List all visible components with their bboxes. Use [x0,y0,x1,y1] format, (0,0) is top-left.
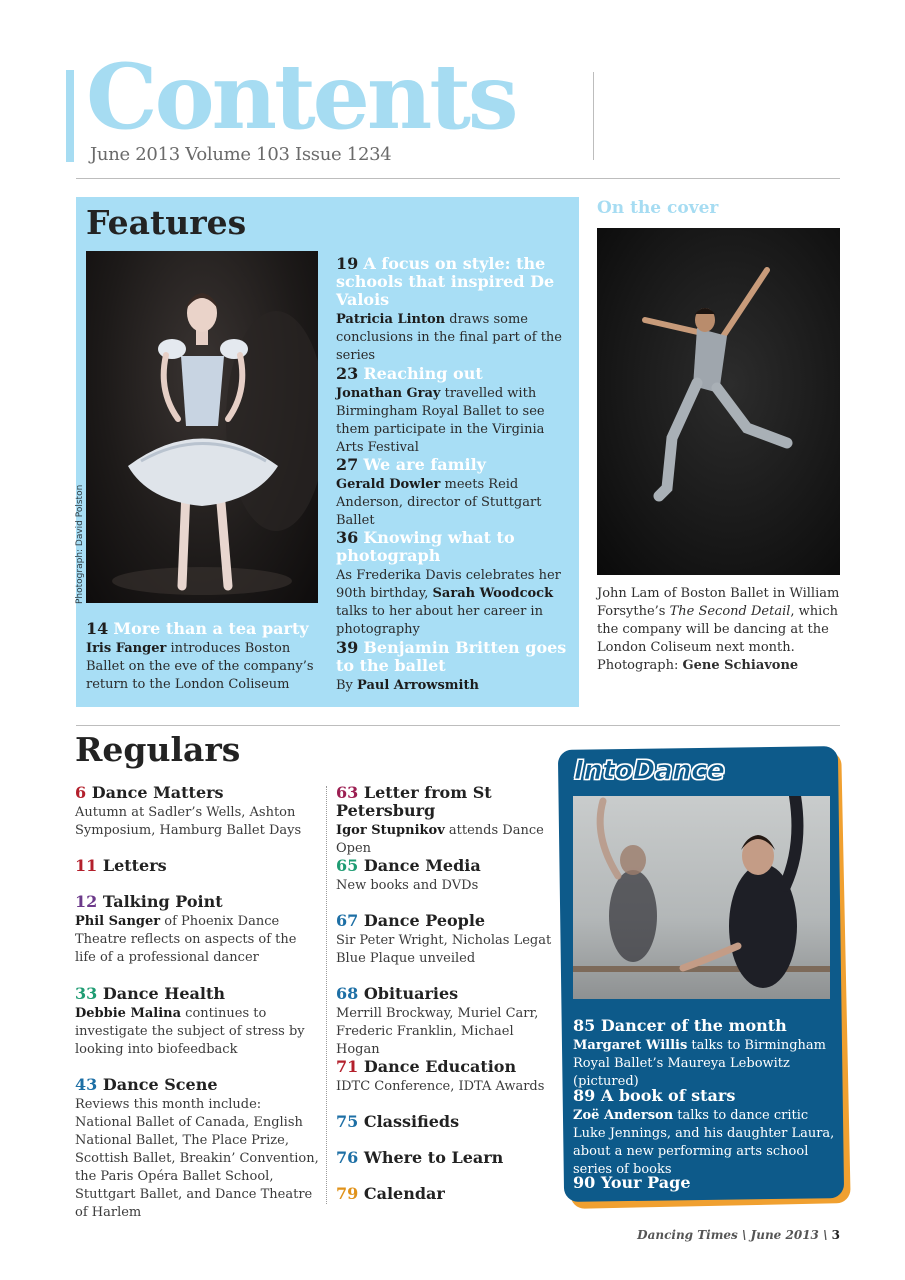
feature-page-number: 36 [336,528,359,547]
regular-page-number: 12 [75,892,98,911]
feature-author: Sarah Woodcock [432,586,554,601]
regulars-heading: Regulars [75,730,241,769]
into-dance-logo: IntoDance [574,755,725,786]
regulars-column-divider [326,786,327,1204]
regular-description: IDTC Conference, IDTA Awards [336,1079,545,1094]
regular-title: Letters [102,856,167,875]
regular-item [75,985,320,1059]
feature-title: A focus on style: the schools that inspired De Valois [336,254,555,309]
feature-item [336,365,572,457]
feature-description: talks to her about her career in photography [336,604,543,637]
regular-title: Where to Learn [363,1148,504,1167]
regular-page-number: 67 [336,911,359,930]
cover-caption-text: John Lam of Boston Ballet in William Forsythe’s [597,586,840,619]
regular-title: Talking Point [102,892,223,911]
feature-author: Patricia Linton [336,312,446,327]
regular-description: Sir Peter Wright, Nicholas Legat Blue Plaque unveiled [336,933,552,966]
feature-item [86,620,326,694]
regular-item [336,784,554,858]
into-dance-description: talks to dance critic Luke Jennings, and his daughter Laura, about a new performing arts school series of books [573,1108,835,1177]
regular-description: New books and DVDs [336,878,479,893]
regular-page-number: 43 [75,1075,98,1094]
dancers-at-barre-illustration [573,796,830,999]
regular-item [336,1113,554,1133]
regular-title: Dance Health [102,984,225,1003]
into-dance-description: talks to Birmingham Royal Ballet’s Maureya Lebowitz (pictured) [573,1038,826,1089]
middle-rule [76,725,840,726]
feature-author: Gerald Dowler [336,477,441,492]
regular-description: of Phoenix Dance Theatre reflects on aspects of the life of a professional dancer [75,914,297,965]
regular-page-number: 75 [336,1112,359,1131]
dancer-illustration [597,228,840,575]
feature-page-number: 19 [336,254,359,273]
regular-item [75,857,320,877]
into-dance-author: Zoë Anderson [573,1108,674,1123]
cover-caption-work: The Second Detail [669,604,791,619]
feature-description: travelled with Birmingham Royal Ballet to see them participate in the Virginia Arts Festival [336,386,545,455]
photo-credit: Photograph: David Polston [75,484,85,604]
feature-description: introduces Boston Ballet on the eve of the company’s return to the London Coliseum [86,641,314,692]
issue-line: June 2013 Volume 103 Issue 1234 [90,144,392,165]
into-dance-page-number: 90 [573,1173,596,1192]
regular-author: Phil Sanger [75,914,161,929]
regular-author: Debbie Malina [75,1006,182,1021]
into-dance-item [573,1174,835,1194]
feature-title: Reaching out [363,364,483,383]
page-footer [637,1228,840,1242]
regular-page-number: 71 [336,1057,359,1076]
regular-description: Autumn at Sadler’s Wells, Ashton Symposium, Hamburg Ballet Days [75,805,302,838]
masthead-divider [593,72,594,160]
into-dance-page-number: 85 [573,1016,596,1035]
feature-description: meets Reid Anderson, director of Stuttgart Ballet [336,477,542,528]
into-dance-item [573,1087,835,1179]
feature-intro: As Frederika Davis celebrates her 90th birthday, [336,568,561,601]
regular-item [75,893,320,967]
feature-page-number: 14 [86,619,109,638]
ballerina-photo [86,251,318,603]
cover-caption-text: , which the company will be dancing at the London Coliseum next month. Photograph: [597,604,838,673]
feature-title: Knowing what to photograph [336,528,515,565]
feature-item [336,255,572,365]
feature-item [336,529,572,639]
top-rule [76,178,840,179]
regular-title: Letter from St Petersburg [336,783,492,820]
regular-page-number: 68 [336,984,359,1003]
regular-page-number: 76 [336,1148,359,1167]
feature-item [336,456,572,530]
regular-title: Calendar [363,1184,445,1203]
feature-title: More than a tea party [113,619,309,638]
regular-item [75,784,320,840]
regular-title: Obituaries [363,984,459,1003]
regular-page-number: 11 [75,856,98,875]
regular-title: Dance Media [363,856,481,875]
regular-item [336,985,554,1059]
regular-item [336,1058,554,1096]
regular-description: Merrill Brockway, Muriel Carr, Frederic Franklin, Michael Hogan [336,1006,539,1057]
into-dance-title: A book of stars [600,1086,736,1105]
feature-author: Iris Fanger [86,641,167,656]
feature-description: draws some conclusions in the final part of the series [336,312,562,363]
regular-title: Classifieds [363,1112,460,1131]
cover-label: On the cover [597,198,719,218]
into-dance-title: Your Page [600,1173,691,1192]
feature-author: Paul Arrowsmith [357,678,479,693]
regular-page-number: 6 [75,783,87,802]
regular-item [336,1185,554,1205]
into-dance-photo [573,796,830,999]
ballerina-illustration [86,251,318,603]
regular-title: Dance Education [363,1057,517,1076]
regular-title: Dance People [363,911,486,930]
feature-page-number: 27 [336,455,359,474]
regular-author: Igor Stupnikov [336,823,445,838]
feature-author: Jonathan Gray [336,386,441,401]
page-title: Contents [86,44,516,150]
regular-page-number: 63 [336,783,359,802]
regular-item [336,912,554,968]
regular-description: attends Dance Open [336,823,544,856]
footer-text: Dancing Times \ June 2013 \ [637,1228,832,1242]
feature-title: Benjamin Britten goes to the ballet [336,638,567,675]
regular-item [75,1076,320,1222]
regular-page-number: 33 [75,984,98,1003]
feature-title: We are family [363,455,486,474]
features-heading: Features [86,203,247,242]
regular-description: Reviews this month include: National Ballet of Canada, English National Ballet, The Place Prize, Scottish Ballet, Breakin’ Convention, the Paris Opéra Ballet School, Stuttgart Ballet, and Dance Theatre of Harlem [75,1097,319,1220]
masthead-accent-bar [66,70,74,162]
feature-page-number: 23 [336,364,359,383]
feature-intro: By [336,678,358,693]
regular-title: Dance Scene [102,1075,218,1094]
feature-page-number: 39 [336,638,359,657]
regular-item [336,1149,554,1169]
feature-item [336,639,572,695]
regular-item [336,857,554,895]
cover-caption [597,585,847,675]
regular-description: continues to investigate the subject of stress by looking into biofeedback [75,1006,305,1057]
into-dance-item [573,1017,835,1091]
regular-title: Dance Matters [91,783,224,802]
regular-page-number: 65 [336,856,359,875]
into-dance-author: Margaret Willis [573,1038,688,1053]
cover-photographer: Gene Schiavone [682,658,799,673]
cover-photo [597,228,840,575]
into-dance-page-number: 89 [573,1086,596,1105]
into-dance-title: Dancer of the month [600,1016,787,1035]
regular-page-number: 79 [336,1184,359,1203]
page-number: 3 [831,1228,840,1242]
